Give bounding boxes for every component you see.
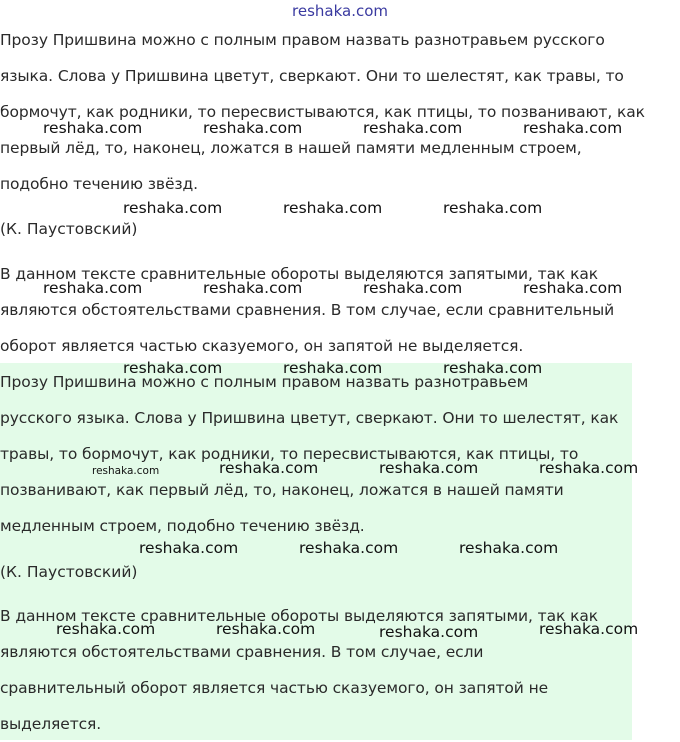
watermark: reshaka.com — [283, 199, 383, 217]
watermark: reshaka.com — [123, 199, 223, 217]
watermark: reshaka.com — [363, 119, 463, 137]
watermark: reshaka.com — [379, 459, 479, 477]
explanation-line: являются обстоятельствами сравнения. В том случае, если — [0, 643, 484, 661]
explanation-line: В данном тексте сравнительные обороты выделяются запятыми, так как — [0, 607, 599, 625]
question-explanation — [0, 256, 614, 364]
passage-line: позванивают, как первый лёд, то, наконец, ложатся в нашей памяти — [0, 481, 564, 499]
passage-line: травы, то бормочут, как родники, то пересвистываются, как птицы, то — [0, 445, 579, 463]
passage-line: языка. Слова у Пришвина цветут, сверкают. Они то шелестят, как травы, то — [0, 67, 624, 85]
watermark: reshaka.com — [539, 620, 639, 638]
watermark: reshaka.com — [219, 459, 319, 477]
watermark: reshaka.com — [459, 539, 559, 557]
watermark: reshaka.com — [43, 279, 143, 297]
watermark: reshaka.com — [443, 199, 543, 217]
watermark: reshaka.com — [203, 279, 303, 297]
passage-line: первый лёд, то, наконец, ложатся в нашей памяти медленным строем, — [0, 139, 582, 157]
watermark: reshaka.com — [123, 359, 223, 377]
site-link[interactable]: reshaka.com — [292, 2, 388, 20]
watermark: reshaka.com — [523, 279, 623, 297]
watermark: reshaka.com — [283, 359, 383, 377]
watermark: reshaka.com — [299, 539, 399, 557]
watermark: reshaka.com — [363, 279, 463, 297]
question-attribution: (К. Паустовский) — [0, 220, 138, 238]
solution-passage — [0, 364, 618, 544]
explanation-line: В данном тексте сравнительные обороты выделяются запятыми, так как — [0, 265, 599, 283]
explanation-line: выделяется. — [0, 715, 102, 733]
watermark: reshaka.com — [216, 620, 316, 638]
explanation-line: сравнительный оборот является частью сказуемого, он запятой не — [0, 679, 549, 697]
passage-line: русского языка. Слова у Пришвина цветут, сверкают. Они то шелестят, как — [0, 409, 619, 427]
passage-line: Прозу Пришвина можно с полным правом назвать разнотравьем — [0, 373, 529, 391]
passage-line: бормочут, как родники, то пересвистываются, как птицы, то позванивают, как — [0, 103, 645, 121]
watermark: reshaka.com — [523, 119, 623, 137]
question-passage — [0, 22, 645, 202]
watermark: reshaka.com — [443, 359, 543, 377]
passage-line: медленным строем, подобно течению звёзд. — [0, 517, 365, 535]
passage-line: Прозу Пришвина можно с полным правом назвать разнотравьем русского — [0, 31, 605, 49]
explanation-line: являются обстоятельствами сравнения. В том случае, если сравнительный — [0, 301, 615, 319]
watermark: reshaka.com — [139, 539, 239, 557]
solution-attribution: (К. Паустовский) — [0, 563, 138, 581]
explanation-line: оборот является частью сказуемого, он запятой не выделяется. — [0, 337, 524, 355]
watermark: reshaka.com — [43, 119, 143, 137]
watermark: reshaka.com — [539, 459, 639, 477]
watermark: reshaka.com — [203, 119, 303, 137]
passage-line: подобно течению звёзд. — [0, 175, 198, 193]
watermark: reshaka.com — [379, 623, 479, 641]
watermark: reshaka.com — [56, 620, 156, 638]
watermark: reshaka.com — [92, 465, 160, 477]
